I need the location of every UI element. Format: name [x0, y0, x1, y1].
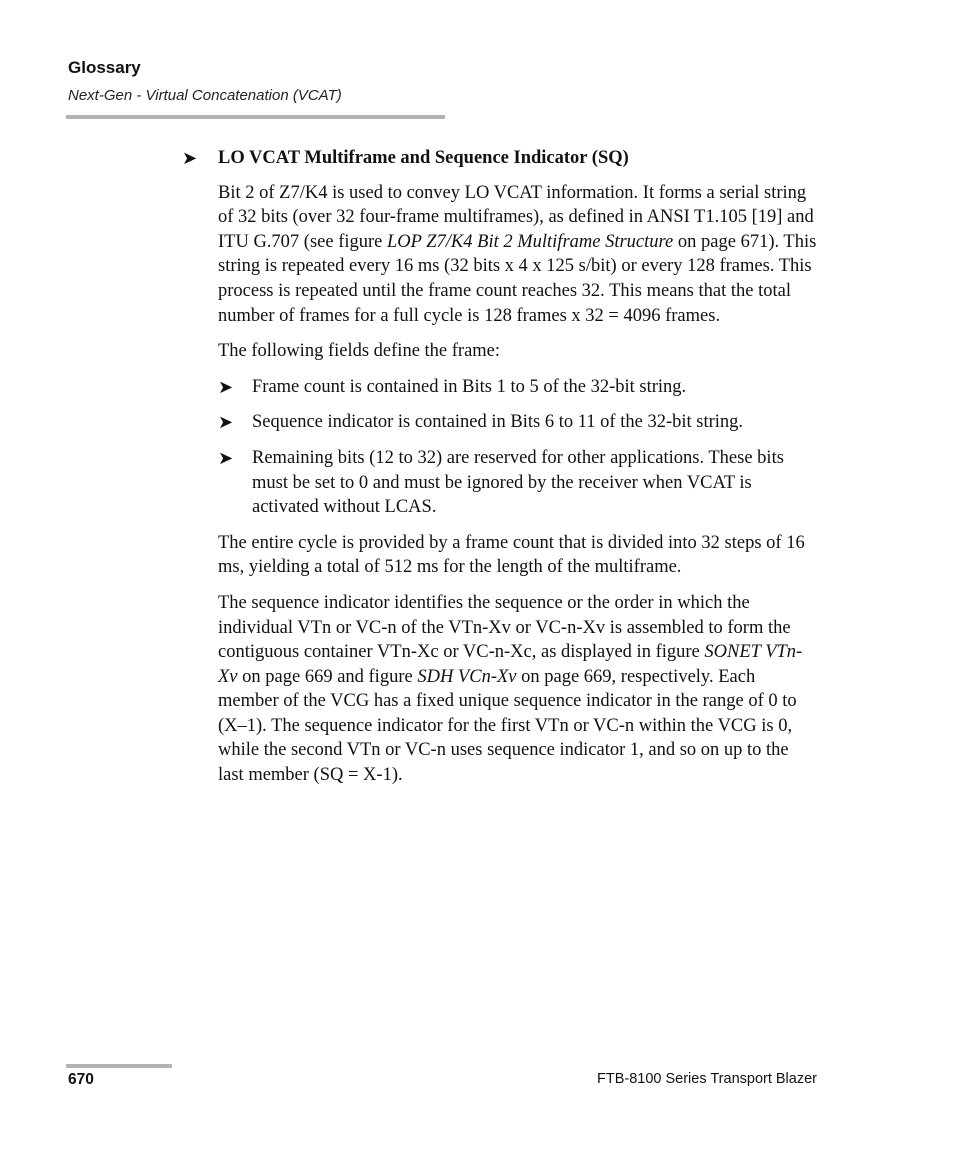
- arrow-bullet-icon: ➤: [218, 412, 234, 433]
- running-header-title: Glossary: [68, 58, 141, 77]
- paragraph-text: on page 669 and figure: [237, 666, 418, 687]
- main-content: [182, 146, 818, 799]
- header-divider: [66, 115, 445, 119]
- arrow-bullet-icon: ➤: [218, 447, 234, 468]
- list-item-text: Sequence indicator is contained in Bits 6 to 11 of the 32-bit string.: [252, 412, 744, 433]
- footer-divider: [66, 1064, 172, 1068]
- paragraph-text: The sequence indicator identifies the sequence or the order in which the individual VTn or VC-n of the VTn-Xv or VC-n-Xv is assembled to form the contiguous container VTn-Xc or VC-n-Xc, as displayed in figure: [218, 592, 791, 663]
- list-item: [218, 410, 818, 435]
- field-bullet-list: [218, 375, 818, 520]
- arrow-bullet-icon: ➤: [182, 148, 198, 168]
- footer-doc-title: FTB-8100 Series Transport Blazer: [596, 1071, 817, 1087]
- paragraph-cycle: The entire cycle is provided by a frame count that is divided into 32 steps of 16 ms, yielding a total of 512 ms for the length of the multiframe.: [218, 532, 805, 578]
- paragraph-sequence-indicator: [218, 591, 818, 788]
- paragraph-text: on page 669, respectively. Each member of the VCG has a fixed unique sequence indicator in the range of 0 to (X–1). The sequence indicator for the first VTn or VC-n within the VCG is 0, while the second VTn or VC-n uses sequence indicator 1, and so on up to the last member (SQ = X-1).: [218, 666, 797, 786]
- paragraph-intro: [218, 181, 818, 329]
- list-item-text: Frame count is contained in Bits 1 to 5 of the 32-bit string.: [252, 376, 687, 397]
- paragraph-text: Bit 2 of Z7/K4 is used to convey LO VCAT information. It forms a serial string of 32 bits (over 32 four-frame multiframes), as defined in ANSI T1.105 [19] and ITU G.707 (see figure: [218, 182, 814, 252]
- figure-reference-link[interactable]: SDH VCn-Xv: [417, 666, 517, 687]
- list-item-text: Remaining bits (12 to 32) are reserved for other applications. These bits must be set to 0 and must be ignored by the receiver when VCAT is activated without LCAS.: [252, 447, 784, 518]
- paragraph-text: on page 671). This string is repeated every 16 ms (32 bits x 4 x 125 s/bit) or every 128 frames. This process is repeated until the frame count reaches 32. This means that the total number of frames for a full cycle is 128 frames x 32 = 4096 frames.: [218, 231, 817, 326]
- paragraph-fields-intro: The following fields define the frame:: [218, 341, 501, 362]
- figure-reference-link[interactable]: SONET VTn-Xv: [218, 642, 803, 687]
- section-heading-text: LO VCAT Multiframe and Sequence Indicator (SQ): [218, 148, 629, 168]
- list-item: [218, 375, 818, 400]
- page-number: 670: [68, 1071, 94, 1088]
- section-heading: [182, 146, 818, 171]
- running-header-subtitle: Next-Gen - Virtual Concatenation (VCAT): [68, 87, 342, 104]
- list-item: [218, 446, 818, 520]
- figure-reference-link[interactable]: LOP Z7/K4 Bit 2 Multiframe Structure: [387, 231, 674, 252]
- arrow-bullet-icon: ➤: [218, 376, 234, 397]
